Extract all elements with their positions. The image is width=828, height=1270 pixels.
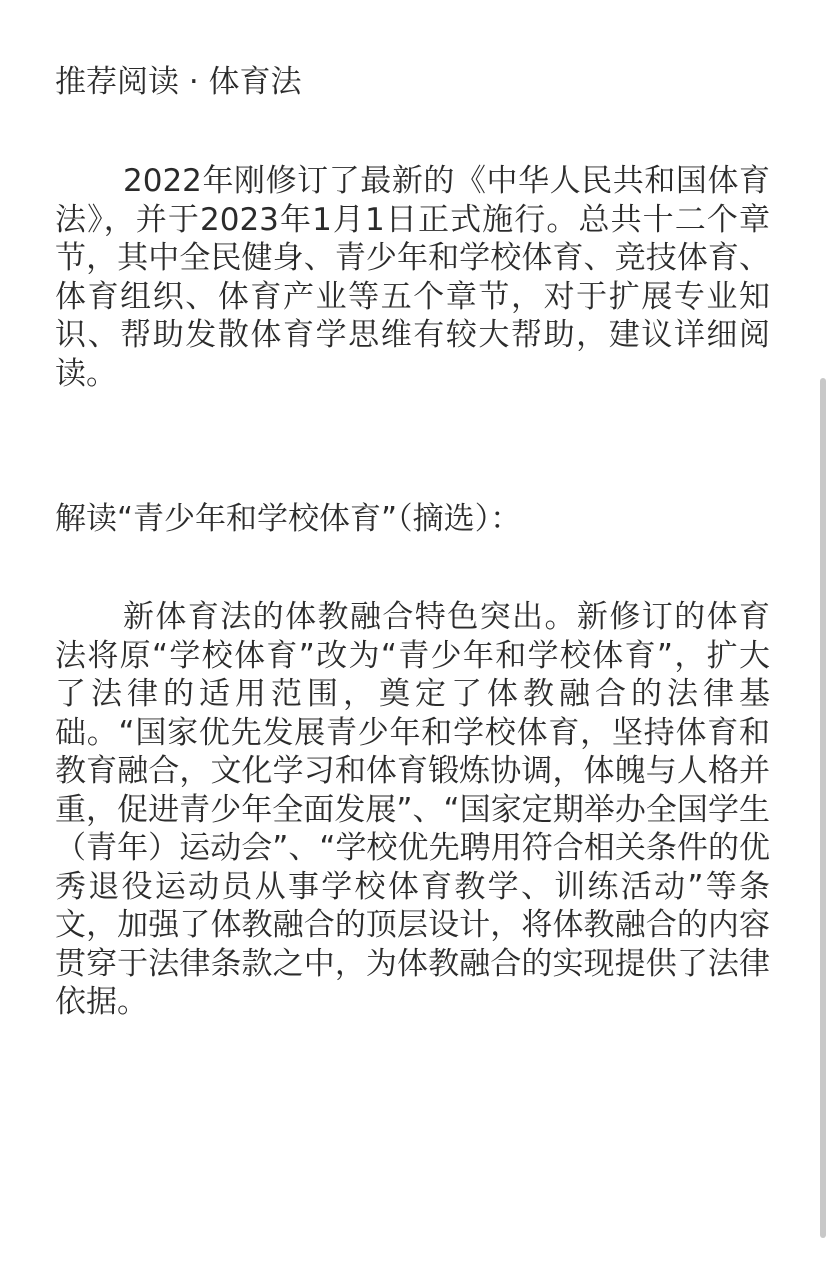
scrollbar[interactable] (818, 0, 826, 1270)
paragraph-interpretation: 新体育法的体教融合特色突出。新修订的体育法将原“学校体育”改为“青少年和学校体育”，扩大了法律的适用范围，奠定了体教融合的法律基础。“国家优先发展青少年和学校体育，坚持体育和教育融合，文化学习和体育锻炼协调，体魄与人格并重，促进青少年全面发展”、“国家定期举办全国学生（青年）运动会”、“学校优先聘用符合相关条件的优秀退役运动员从事学校体育教学、训练活动”等条文，加强了体教融合的顶层设计，将体教融合的内容贯穿于法律条款之中，为体教融合的实现提供了法律依据。 (55, 599, 770, 1020)
paragraph-intro: 2022年刚修订了最新的《中华人民共和国体育法》，并于2023年1月1日正式施行。总共十二个章节，其中全民健身、青少年和学校体育、竞技体育、体育组织、体育产业等五个章节，对于扩展专业知识、帮助发散体育学思维有较大帮助，建议详细阅读。 (55, 163, 770, 392)
scrollbar-thumb[interactable] (820, 378, 826, 1238)
section-heading-interpretation: 解读“青少年和学校体育”（摘选）： (55, 501, 522, 537)
section-heading-recommended-reading: 推荐阅读 · 体育法 (55, 64, 302, 100)
